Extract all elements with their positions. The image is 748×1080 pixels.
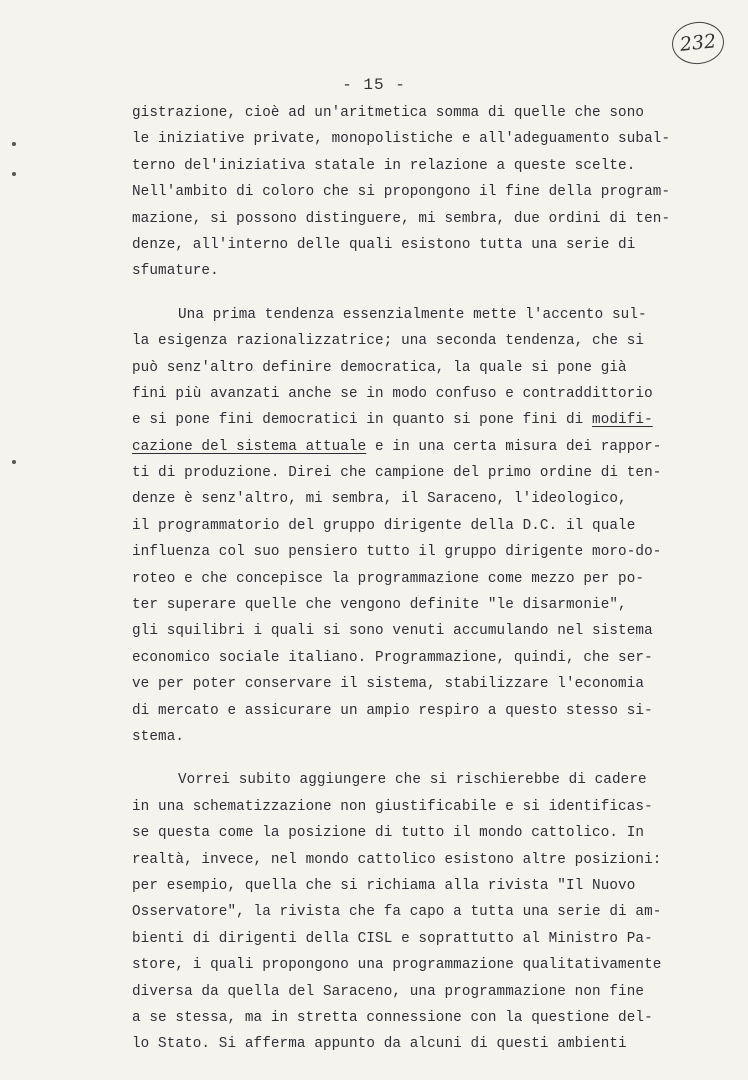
body-text [132, 100, 692, 1058]
text-line: Nell'ambito di coloro che si propongono il fine della program- [132, 184, 671, 201]
text-line: lo Stato. Si afferma appunto da alcuni di questi ambienti [132, 1036, 627, 1053]
text-line: per esempio, quella che si richiama alla rivista "Il Nuovo [132, 877, 636, 894]
text-line: ti di produzione. Direi che campione del primo ordine di ten- [132, 465, 662, 482]
margin-mark [12, 142, 16, 146]
page-number: - 15 - [342, 76, 406, 94]
text-line: a se stessa, ma in stretta connessione con la questione del- [132, 1009, 653, 1026]
text-line: Vorrei subito aggiungere che si rischierebbe di cadere [178, 772, 647, 789]
text-line: se questa come la posizione di tutto il mondo cattolico. In [132, 825, 645, 842]
text-line: mazione, si possono distinguere, mi sembra, due ordini di ten- [132, 210, 671, 227]
paragraph-2 [132, 302, 692, 751]
margin-mark [12, 172, 16, 176]
text-line: e si pone fini democratici in quanto si pone fini di modifi- [132, 412, 653, 429]
text-line: in una schematizzazione non giustificabile e si identificas- [132, 798, 653, 815]
text-line: realtà, invece, nel mondo cattolico esistono altre posizioni: [132, 851, 662, 868]
text-line: fini più avanzati anche se in modo confuso e contraddittorio [132, 385, 653, 402]
text-line: economico sociale italiano. Programmazione, quindi, che ser- [132, 649, 653, 666]
underlined-phrase: cazione del sistema attuale [132, 438, 367, 455]
text-line: il programmatorio del gruppo dirigente della D.C. il quale [132, 517, 636, 534]
text-line: cazione del sistema attuale e in una certa misura dei rappor- [132, 438, 662, 455]
paragraph-1 [132, 100, 692, 285]
text-line: stema. [132, 728, 185, 745]
text-line: diversa da quella del Saraceno, una programmazione non fine [132, 983, 645, 1000]
margin-mark [12, 460, 16, 464]
text-line: di mercato e assicurare un ampio respiro a questo stesso si- [132, 702, 653, 719]
text-line: le iniziative private, monopolistiche e all'adeguamento subal- [132, 131, 671, 148]
text-line: sfumature. [132, 263, 219, 280]
paragraph-3 [132, 767, 692, 1057]
text-line: gistrazione, cioè ad un'aritmetica somma di quelle che sono [132, 105, 645, 121]
underlined-phrase: modifi- [592, 412, 653, 429]
text-line: denze è senz'altro, mi sembra, il Saraceno, l'ideologico, [132, 491, 627, 508]
text-line: terno del'iniziativa statale in relazione a queste scelte. [132, 157, 636, 174]
text-line: ve per poter conservare il sistema, stabilizzare l'economia [132, 676, 645, 693]
text-line: può senz'altro definire democratica, la quale si pone già [132, 359, 627, 376]
text-line: bienti di dirigenti della CISL e soprattutto al Ministro Pa- [132, 930, 653, 947]
text-line: Osservatore", la rivista che fa capo a tutta una serie di am- [132, 904, 662, 921]
text-line: ter superare quelle che vengono definite "le disarmonie", [132, 597, 627, 614]
text-line: store, i quali propongono una programmazione qualitativamente [132, 957, 662, 974]
text-line: roteo e che concepisce la programmazione come mezzo per po- [132, 570, 645, 587]
text-line: influenza col suo pensiero tutto il gruppo dirigente moro-do- [132, 544, 662, 561]
archive-number: 232 [678, 30, 718, 56]
text-line: gli squilibri i quali si sono venuti accumulando nel sistema [132, 623, 653, 640]
text-line: la esigenza razionalizzatrice; una seconda tendenza, che si [132, 333, 645, 350]
text-line: Una prima tendenza essenzialmente mette l'accento sul- [178, 306, 647, 323]
text-line: denze, all'interno delle quali esistono tutta una serie di [132, 236, 636, 253]
archive-number-stamp [670, 19, 726, 66]
